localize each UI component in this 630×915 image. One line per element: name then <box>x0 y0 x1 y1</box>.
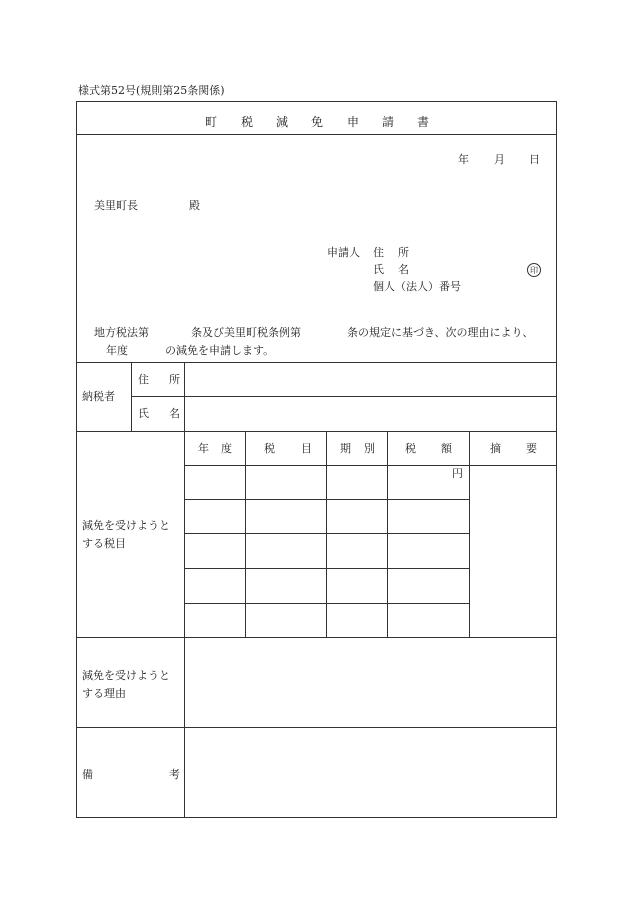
date-month-label: 月 <box>494 153 505 166</box>
header-tax-amount: 額 <box>441 442 452 455</box>
applicant-label: 申請人 <box>327 246 360 259</box>
body-text: 地方税法第 <box>94 326 149 339</box>
applicant-name-label: 名 <box>398 263 409 276</box>
notes-label: 考 <box>169 768 180 781</box>
date-day-label: 日 <box>529 153 540 166</box>
applicant-address-label: 住 <box>373 246 384 259</box>
header-tax-item: 税 <box>264 442 275 455</box>
applicant-name-label: 氏 <box>373 263 384 276</box>
divider <box>184 465 556 466</box>
form-title-char: 書 <box>417 115 430 129</box>
applicant-number-label: 個人（法人）番号 <box>373 280 461 293</box>
body-text: 条及び美里町税条例第 <box>191 326 301 339</box>
header-remarks: 摘 <box>490 442 501 455</box>
divider <box>77 431 556 432</box>
form-title-char: 申 <box>347 115 360 129</box>
header-year: 度 <box>221 442 232 455</box>
divider <box>245 431 246 637</box>
divider <box>77 134 556 135</box>
body-text: 年度 <box>106 344 128 357</box>
yen-unit: 円 <box>452 467 463 480</box>
reason-label: 減免を受けようと <box>82 669 170 682</box>
taxpayer-name-label: 氏 <box>138 407 149 420</box>
form-title-char: 税 <box>241 115 254 129</box>
divider <box>77 727 556 728</box>
form-title-char: 町 <box>205 115 218 129</box>
divider <box>77 362 556 363</box>
date-year-label: 年 <box>458 153 469 166</box>
body-text: 条の規定に基づき、次の理由により、 <box>347 326 534 339</box>
applicant-address-label: 所 <box>398 246 409 259</box>
header-remarks: 要 <box>526 442 537 455</box>
reason-label: する理由 <box>82 687 126 700</box>
tax-section-label: 減免を受けようと <box>82 519 170 532</box>
addressee-honorific: 殿 <box>189 199 200 212</box>
divider <box>326 431 327 637</box>
tax-section-label: する税目 <box>82 537 126 550</box>
body-text: の減免を申請します。 <box>165 344 275 357</box>
divider <box>469 431 470 637</box>
header-period: 期 <box>340 442 351 455</box>
header-year: 年 <box>198 442 209 455</box>
taxpayer-name-label: 名 <box>169 407 180 420</box>
seal-icon: 印 <box>527 263 541 277</box>
form-number: 様式第52号(規則第25条関係) <box>78 84 225 97</box>
header-tax-amount: 税 <box>405 442 416 455</box>
form-title-char: 請 <box>382 115 395 129</box>
divider <box>387 431 388 637</box>
taxpayer-address-label: 住 <box>138 373 149 386</box>
divider <box>77 637 556 638</box>
taxpayer-label: 納税者 <box>82 390 115 403</box>
divider <box>131 396 556 397</box>
form-title-char: 減 <box>276 115 289 129</box>
addressee-name: 美里町長 <box>94 199 138 212</box>
taxpayer-address-label: 所 <box>169 373 180 386</box>
divider <box>184 362 185 817</box>
notes-label: 備 <box>82 768 93 781</box>
application-form-frame <box>76 101 557 818</box>
header-tax-item: 目 <box>301 442 312 455</box>
header-period: 別 <box>364 442 375 455</box>
divider <box>131 362 132 431</box>
form-title-char: 免 <box>311 115 324 129</box>
